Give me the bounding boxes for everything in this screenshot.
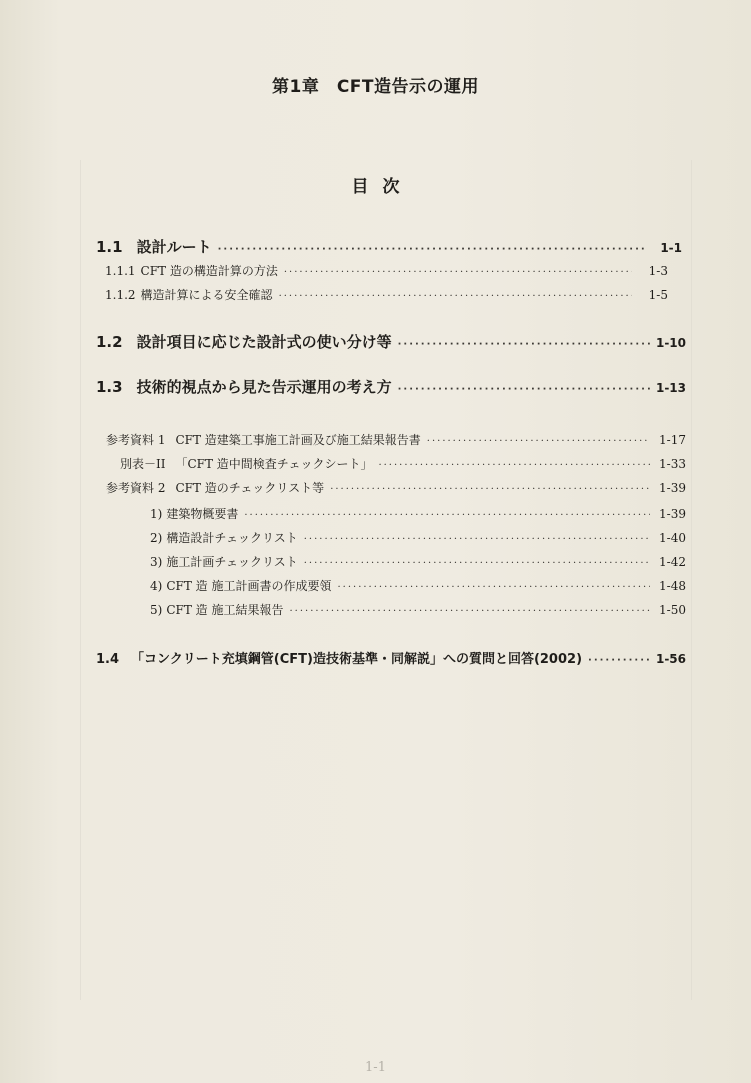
leader-dots [279, 291, 632, 302]
toc-entry-label: CFT 造 施工計画書の作成要領 [166, 579, 332, 593]
toc-entry-number: 1.3 [96, 378, 123, 396]
toc-entry-page: 1-56 [655, 652, 686, 666]
toc-entry-page: 1-40 [659, 531, 686, 545]
toc-entry-1-4[interactable] [96, 648, 686, 667]
toc-entry-page: 1-3 [648, 264, 668, 278]
toc-entry-page: 1-13 [655, 381, 686, 395]
toc-entry-number: 参考資料 2 [106, 481, 166, 495]
toc-entry-number: 1.1 [96, 238, 123, 256]
toc-entry-appendix-2[interactable] [120, 455, 686, 472]
toc-entry-page: 1-5 [648, 288, 668, 302]
toc-entry-label: CFT 造のチェックリスト等 [175, 481, 325, 495]
leader-dots [289, 606, 650, 617]
toc-entry-sub-5[interactable] [150, 601, 686, 618]
toc-entry-1-1-1[interactable] [105, 262, 668, 279]
toc-entry-label: 技術的視点から見た告示運用の考え方 [136, 378, 392, 396]
leader-dots [218, 244, 646, 255]
leader-dots [337, 582, 650, 593]
toc-entry-reference-1[interactable] [106, 431, 686, 448]
leader-dots [378, 460, 650, 471]
toc-entry-number: 5) [150, 603, 163, 617]
toc-entry-number: 別表－II [120, 457, 166, 471]
leader-dots [284, 267, 632, 278]
leader-dots [244, 510, 650, 521]
toc-entry-sub-3[interactable] [150, 553, 686, 570]
toc-entry-sub-4[interactable] [150, 577, 686, 594]
toc-entry-page: 1-39 [659, 507, 686, 521]
toc-entry-label: CFT 造の構造計算の方法 [140, 264, 278, 278]
toc-entry-number: 1.1.1 [105, 264, 136, 278]
toc-entry-1-2[interactable] [96, 331, 686, 352]
toc-entry-number: 1.1.2 [105, 288, 136, 302]
toc-entry-sub-1[interactable] [150, 505, 686, 522]
toc-entry-1-1-2[interactable] [105, 286, 668, 303]
toc-entry-page: 1-50 [659, 603, 686, 617]
toc-entry-number: 参考資料 1 [106, 433, 166, 447]
leader-dots [330, 484, 650, 495]
toc-heading: 目次 [351, 177, 414, 197]
toc-entry-page: 1-42 [659, 555, 686, 569]
toc-entry-label: 設計ルート [136, 238, 212, 256]
toc-entry-label: CFT 造建築工事施工計画及び施工結果報告書 [175, 433, 421, 447]
toc-entry-label: 建築物概要書 [166, 507, 239, 521]
toc-entry-label: 「CFT 造中間検査チェックシート」 [175, 457, 373, 471]
leader-dots [588, 655, 650, 666]
toc-entry-number: 2) [150, 531, 163, 545]
toc-entry-number: 3) [150, 555, 163, 569]
toc-entry-sub-2[interactable] [150, 529, 686, 546]
toc-entry-label: CFT 造 施工結果報告 [166, 603, 284, 617]
toc-entry-label: 設計項目に応じた設計式の使い分け等 [136, 333, 392, 351]
footer-page-number: 1-1 [365, 1060, 386, 1075]
toc-entry-label: 構造設計チェックリスト [166, 531, 298, 545]
toc-entry-reference-2[interactable] [106, 479, 686, 496]
toc-entry-page: 1-1 [660, 241, 682, 255]
toc-entry-label: 「コンクリート充填鋼管(CFT)造技術基準・同解説」への質問と回答(2002) [131, 652, 583, 667]
toc-entry-label: 構造計算による安全確認 [140, 288, 273, 302]
leader-dots [304, 558, 650, 569]
toc-entry-page: 1-48 [659, 579, 686, 593]
toc-entry-page: 1-10 [655, 336, 686, 350]
leader-dots [398, 384, 650, 395]
leader-dots [304, 534, 650, 545]
toc-entry-1-3[interactable] [96, 376, 686, 397]
toc-entry-page: 1-39 [659, 481, 686, 495]
leader-dots [427, 436, 650, 447]
toc-entry-1-1[interactable] [96, 236, 682, 257]
toc-entry-number: 1.4 [96, 652, 120, 667]
chapter-title: 第1章 CFT造告示の運用 [271, 77, 479, 97]
toc-entry-page: 1-33 [659, 457, 686, 471]
leader-dots [398, 339, 650, 350]
toc-entry-number: 1.2 [96, 333, 123, 351]
toc-entry-page: 1-17 [659, 433, 686, 447]
toc-entry-number: 1) [150, 507, 163, 521]
toc-entry-label: 施工計画チェックリスト [166, 555, 298, 569]
toc-entry-number: 4) [150, 579, 163, 593]
